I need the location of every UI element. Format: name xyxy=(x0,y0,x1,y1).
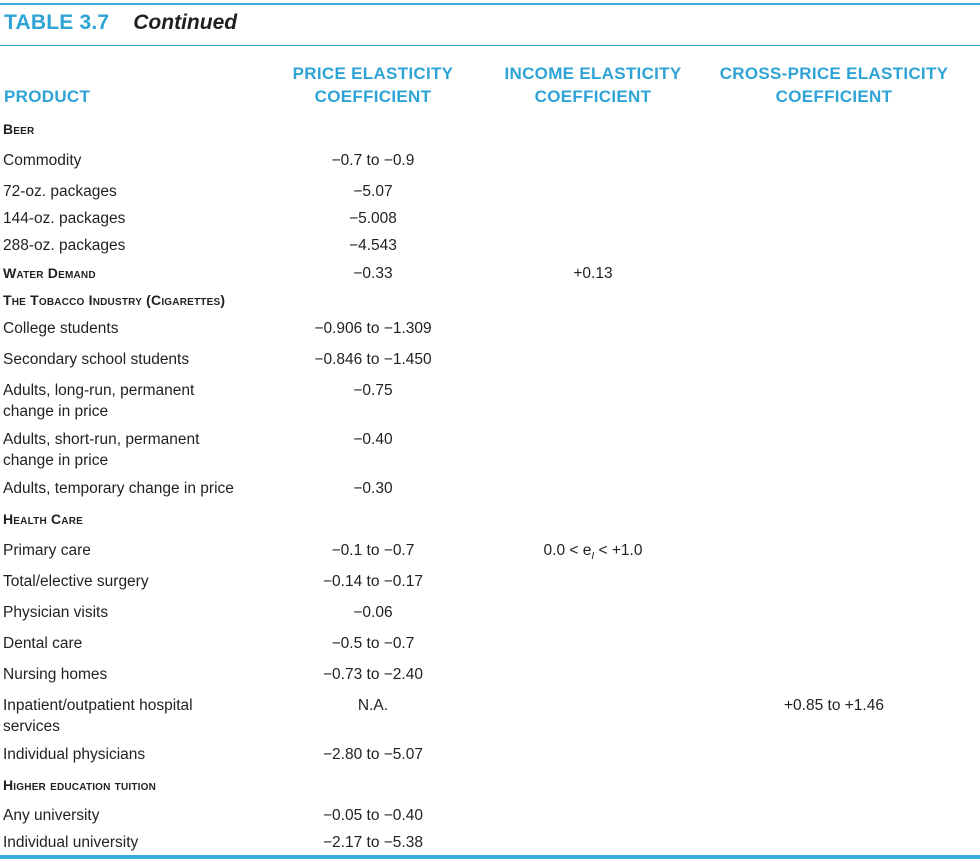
product-cell: Primary care xyxy=(3,542,91,559)
product-cell: Commodity xyxy=(3,152,82,169)
section-beer: Beer xyxy=(3,121,35,137)
section-water-demand: Water Demand xyxy=(3,265,96,281)
header-cross-line2: COEFFICIENT xyxy=(775,87,893,106)
title-rule xyxy=(0,45,980,46)
bottom-rule xyxy=(0,855,980,859)
price-cell: −2.17 to −5.38 xyxy=(323,834,423,851)
section-health-care: Health Care xyxy=(3,511,84,527)
product-cell: Total/elective surgery xyxy=(3,573,149,590)
price-cell: −0.40 xyxy=(353,431,393,448)
top-rule xyxy=(0,3,980,5)
product-cell: Adults, temporary change in price xyxy=(3,480,234,497)
product-line: change in price xyxy=(3,403,109,420)
section-higher-education: Higher education tuition xyxy=(3,777,157,793)
table-title xyxy=(4,11,237,41)
cross-price-cell: +0.85 to +1.46 xyxy=(784,697,884,714)
price-cell: −5.008 xyxy=(349,210,397,227)
header-price-elasticity xyxy=(273,62,473,108)
price-cell: −0.846 to −1.450 xyxy=(314,351,432,368)
product-cell xyxy=(3,695,263,737)
header-price-line1: PRICE ELASTICITY xyxy=(292,64,454,83)
section-tobacco: The Tobacco Industry (Cigarettes) xyxy=(3,292,226,308)
product-cell: Nursing homes xyxy=(3,666,108,683)
price-cell: −5.07 xyxy=(353,183,393,200)
product-cell: Dental care xyxy=(3,635,83,652)
product-cell xyxy=(3,429,263,471)
product-line: services xyxy=(3,718,60,735)
header-price-line2: COEFFICIENT xyxy=(314,87,432,106)
product-cell: Secondary school students xyxy=(3,351,190,368)
price-cell: −2.80 to −5.07 xyxy=(323,746,423,763)
price-cell: −0.33 xyxy=(353,265,393,282)
product-line: Adults, short-run, permanent xyxy=(3,431,200,448)
product-cell: Physician visits xyxy=(3,604,109,621)
product-cell: Individual physicians xyxy=(3,746,146,763)
product-line: Inpatient/outpatient hospital xyxy=(3,697,193,714)
income-cell: +0.13 xyxy=(573,265,613,282)
price-cell: −0.5 to −0.7 xyxy=(331,635,415,652)
header-income-elasticity xyxy=(493,62,693,108)
price-cell: −0.06 xyxy=(353,604,393,621)
product-cell: 288-oz. packages xyxy=(3,237,126,254)
income-expression-suffix: < +1.0 xyxy=(594,542,643,559)
product-cell: College students xyxy=(3,320,119,337)
price-cell: −0.05 to −0.40 xyxy=(323,807,423,824)
header-product: PRODUCT xyxy=(4,87,91,106)
price-cell: −0.1 to −0.7 xyxy=(331,542,415,559)
price-cell: −0.906 to −1.309 xyxy=(314,320,432,337)
price-cell: −4.543 xyxy=(349,237,397,254)
income-subscript: I xyxy=(591,551,595,563)
price-cell: −0.14 to −0.17 xyxy=(323,573,423,590)
table-number: TABLE 3.7 xyxy=(4,11,110,34)
price-cell: −0.7 to −0.9 xyxy=(331,152,415,169)
product-cell: 144-oz. packages xyxy=(3,210,126,227)
header-income-line1: INCOME ELASTICITY xyxy=(504,64,682,83)
header-cross-price-elasticity xyxy=(714,62,954,108)
product-cell: Individual university xyxy=(3,834,139,851)
price-cell: −0.73 to −2.40 xyxy=(323,666,423,683)
price-cell: −0.75 xyxy=(353,382,393,399)
product-line: change in price xyxy=(3,452,109,469)
product-cell: 72-oz. packages xyxy=(3,183,117,200)
product-cell: Any university xyxy=(3,807,100,824)
product-line: Adults, long-run, permanent xyxy=(3,382,195,399)
income-expression-prefix: 0.0 < e xyxy=(543,542,592,559)
price-cell: −0.30 xyxy=(353,480,393,497)
table-subtitle: Continued xyxy=(133,11,238,34)
price-cell: N.A. xyxy=(357,697,389,714)
header-cross-line1: CROSS-PRICE ELASTICITY xyxy=(719,64,949,83)
income-cell xyxy=(493,540,693,567)
header-income-line2: COEFFICIENT xyxy=(534,87,652,106)
product-cell xyxy=(3,380,263,422)
